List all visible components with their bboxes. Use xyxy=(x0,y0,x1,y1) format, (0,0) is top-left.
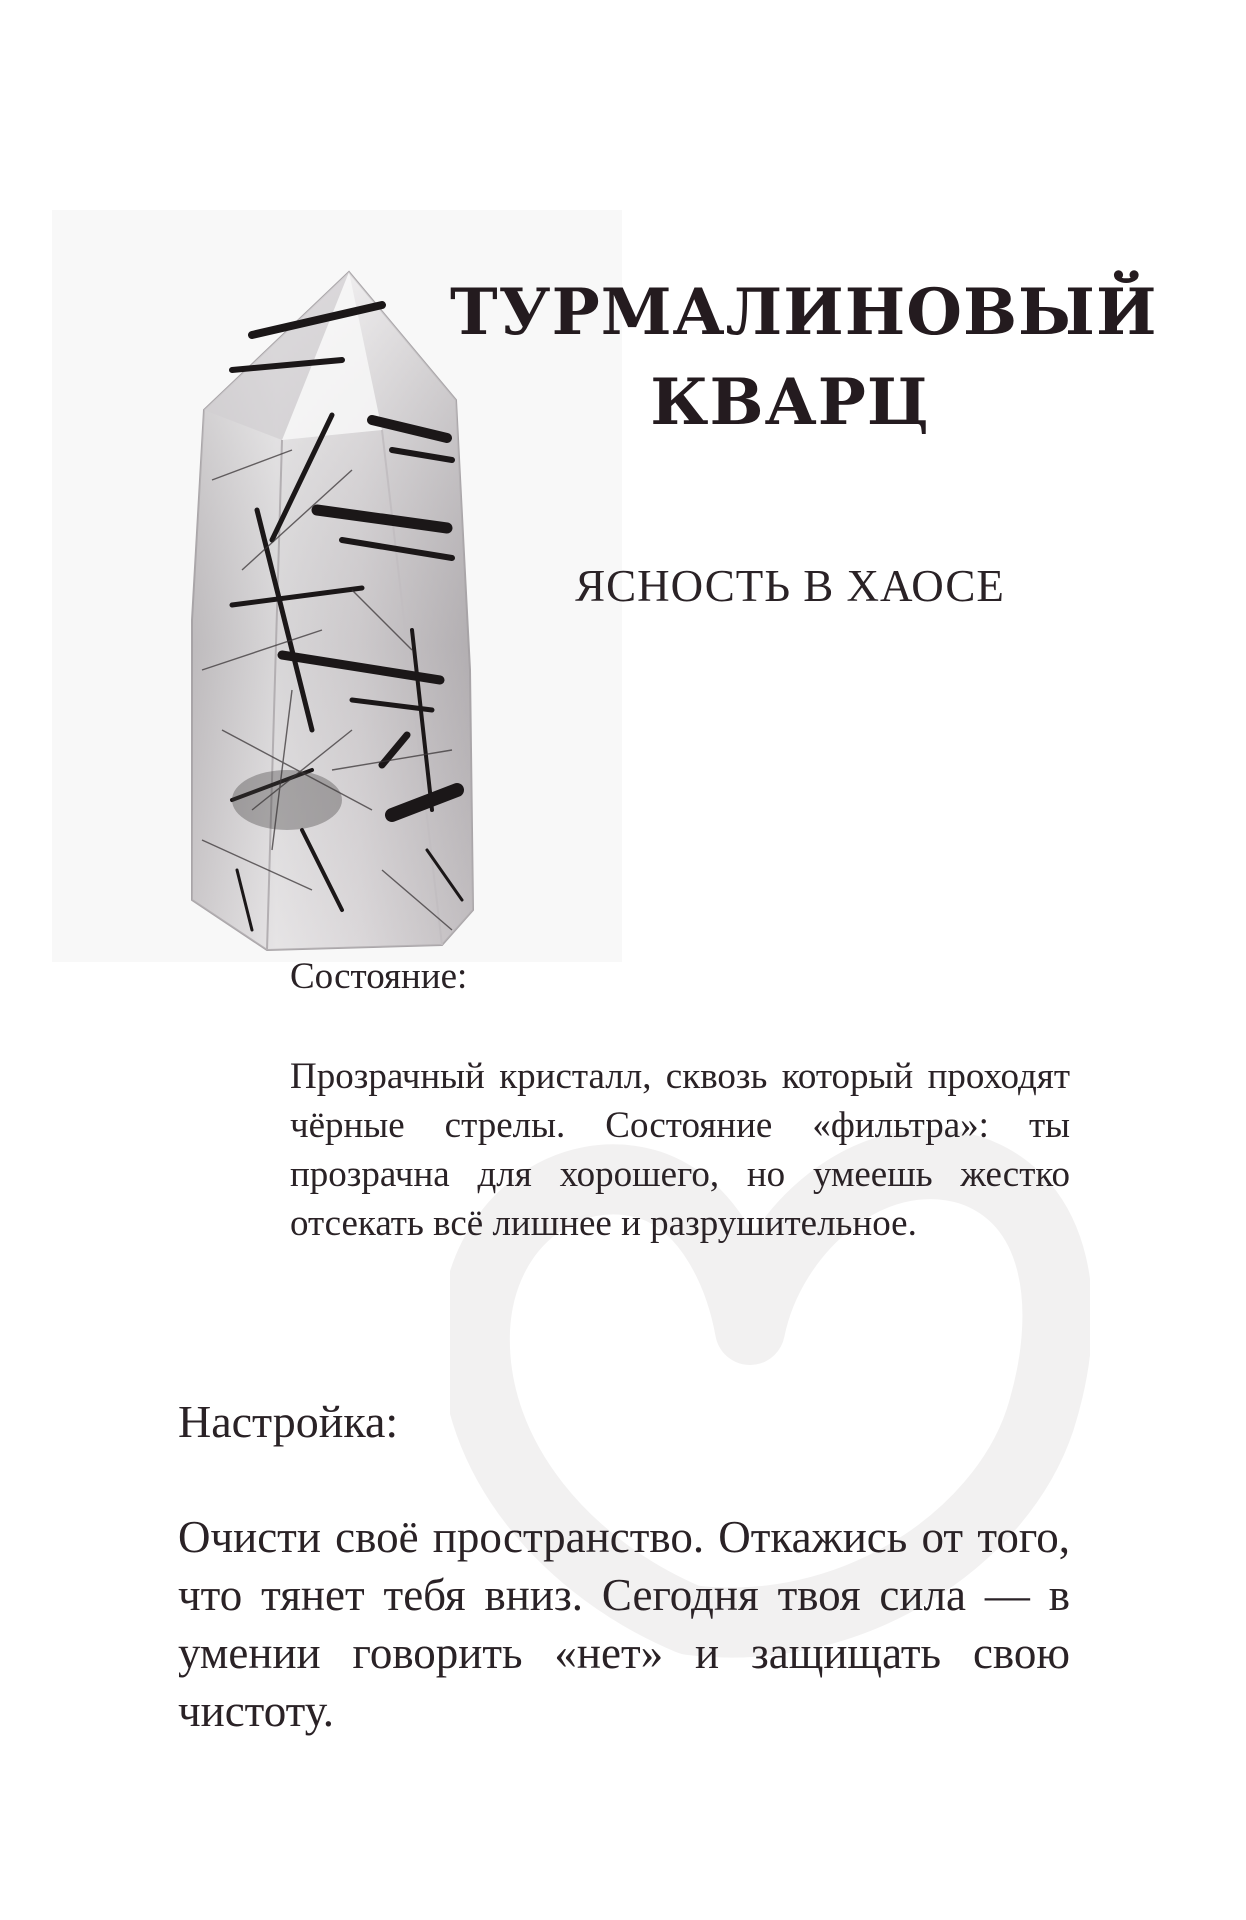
stone-subtitle: ЯСНОСТЬ В ХАОСЕ xyxy=(575,561,1005,611)
tune-label: Настройка: xyxy=(178,1396,399,1447)
tune-description: Очисти своё пространство. Откажись от того, что тянет тебя вниз. Сегодня твоя сила — в умении говорить «нет» и защищать свою чистоту. xyxy=(178,1512,1070,1736)
state-description: Прозрачный кристалл, сквозь который проходят чёрные стрелы. Состояние «фильтра»: ты прозрачна для хорошего, но умеешь жестко отсекать всё лишнее и разрушительное. xyxy=(290,1056,1070,1244)
stone-title: ТУРМАЛИНОВЫЙ КВАРЦ xyxy=(450,275,1158,440)
state-label: Состояние: xyxy=(290,956,468,997)
